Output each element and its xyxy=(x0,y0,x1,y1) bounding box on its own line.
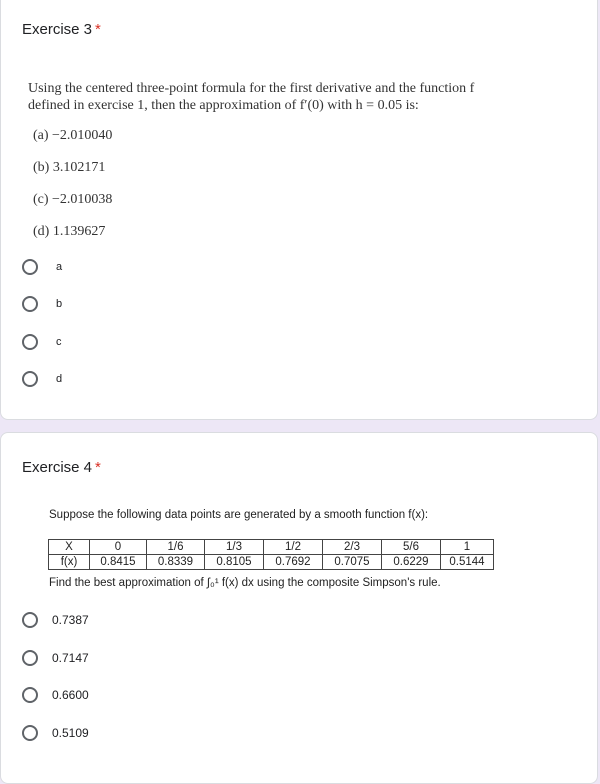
table-cell: 0 xyxy=(90,540,147,555)
required-asterisk: * xyxy=(95,21,101,38)
table-cell: 0.6229 xyxy=(382,555,441,570)
question-title-exercise-3 xyxy=(22,21,101,38)
question-title-exercise-4 xyxy=(22,459,101,476)
option-text-a: (a) −2.010040 xyxy=(33,128,113,143)
choice-label: 0.5109 xyxy=(52,726,89,740)
table-cell: 1/6 xyxy=(147,540,205,555)
choice-d[interactable] xyxy=(22,371,62,387)
table-cell: 1/2 xyxy=(264,540,323,555)
radio-button[interactable] xyxy=(22,687,38,703)
table-row xyxy=(49,555,494,570)
table-cell: X xyxy=(49,540,90,555)
table-cell: 2/3 xyxy=(323,540,382,555)
choice-c[interactable] xyxy=(22,334,62,350)
table-header-row xyxy=(49,540,494,555)
data-table xyxy=(48,539,494,570)
table-cell: 1/3 xyxy=(205,540,264,555)
table-cell: f(x) xyxy=(49,555,90,570)
table-cell: 0.8415 xyxy=(90,555,147,570)
choice-a[interactable] xyxy=(22,259,62,275)
question-title-text: Exercise 4 xyxy=(22,459,93,476)
table-cell: 0.5144 xyxy=(441,555,494,570)
question-intro: Suppose the following data points are generated by a smooth function f(x): xyxy=(49,509,429,521)
option-text-b: (b) 3.102171 xyxy=(33,160,106,175)
option-text-d: (d) 1.139627 xyxy=(33,224,106,239)
table-cell: 1 xyxy=(441,540,494,555)
choice-0-6600[interactable] xyxy=(22,687,89,703)
question-stem xyxy=(28,80,568,114)
choice-label: d xyxy=(56,373,63,385)
choice-0-7147[interactable] xyxy=(22,650,89,666)
table-cell: 5/6 xyxy=(382,540,441,555)
question-prompt: Find the best approximation of ∫₀¹ f(x) dx using the composite Simpson's rule. xyxy=(49,577,441,589)
choice-label: 0.7387 xyxy=(52,613,89,627)
question-card-exercise-4 xyxy=(0,432,598,784)
choice-0-5109[interactable] xyxy=(22,725,89,741)
radio-button[interactable] xyxy=(22,259,38,275)
choice-label: a xyxy=(56,261,63,273)
choice-label: c xyxy=(56,336,62,348)
question-stem-line-2: defined in exercise 1, then the approximation of f′(0) with h = 0.05 is: xyxy=(28,98,419,113)
choice-b[interactable] xyxy=(22,296,62,312)
radio-button[interactable] xyxy=(22,296,38,312)
radio-button[interactable] xyxy=(22,334,38,350)
table-cell: 0.7692 xyxy=(264,555,323,570)
radio-button[interactable] xyxy=(22,725,38,741)
choice-label: 0.6600 xyxy=(52,688,89,702)
choice-label: b xyxy=(56,298,63,310)
choice-0-7387[interactable] xyxy=(22,612,89,628)
radio-button[interactable] xyxy=(22,612,38,628)
question-title-text: Exercise 3 xyxy=(22,21,93,38)
choice-label: 0.7147 xyxy=(52,651,89,665)
radio-button[interactable] xyxy=(22,371,38,387)
question-stem-line-1: Using the centered three-point formula for the first derivative and the function f xyxy=(28,81,475,96)
radio-button[interactable] xyxy=(22,650,38,666)
option-text-c: (c) −2.010038 xyxy=(33,192,113,207)
required-asterisk: * xyxy=(95,459,101,476)
table-cell: 0.8105 xyxy=(205,555,264,570)
table-cell: 0.7075 xyxy=(323,555,382,570)
table-cell: 0.8339 xyxy=(147,555,205,570)
